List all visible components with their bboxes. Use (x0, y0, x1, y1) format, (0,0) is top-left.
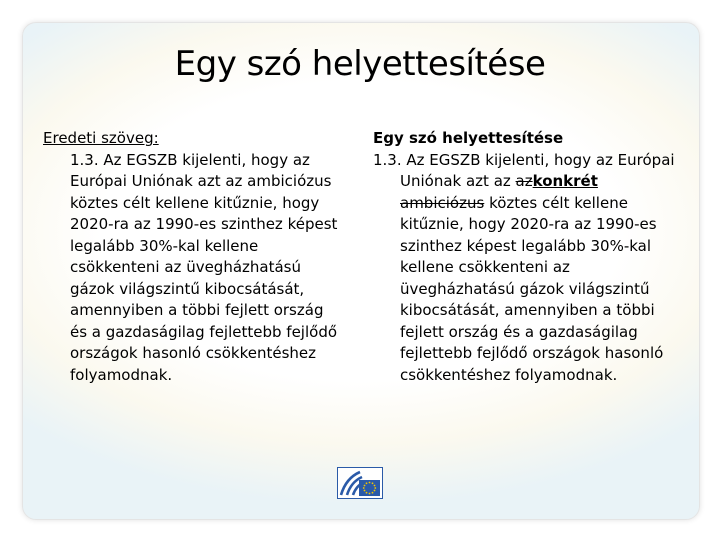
amended-text-column (373, 128, 678, 386)
amended-paragraph (373, 150, 678, 387)
slide-title: Egy szó helyettesítése (174, 44, 546, 84)
amended-text-part1: 1.3. Az EGSZB kijelenti, hogy az Európai Uniónak azt az (373, 150, 675, 190)
deleted-word-2: ambiciózus (400, 193, 485, 212)
original-text-column (43, 128, 343, 386)
original-paragraph: 1.3. Az EGSZB kijelenti, hogy az Európai Uniónak azt az ambiciózus köztes célt kellene kitűznie, hogy 2020-ra az 1990-es szinthez képest legalább 30%-kal kellene csökkenteni az üvegházhatású gázok világszintű kibocsátását, amennyiben a többi fejlett ország és a gazdaságilag fejlettebb fejlődő országok hasonló csökkentéshez folyamodnak. (70, 150, 338, 384)
amended-text-heading: Egy szó helyettesítése (373, 129, 564, 147)
inserted-word: konkrét (532, 172, 598, 190)
amended-text-part2: köztes célt kellene kitűznie, hogy 2020-ra az 1990-es szinthez képest legalább 30%-kal kellene csökkenteni az üvegházhatású gázok világszintű kibocsátását, amennyiben a többi fejlett ország és a gazdaságilag fejlettebb fejlődő országok hasonló csökkentéshez folyamodnak. (400, 193, 664, 384)
deleted-word: az (515, 172, 533, 190)
eesc-logo-icon (337, 467, 383, 499)
original-text-heading: Eredeti szöveg: (43, 129, 159, 147)
